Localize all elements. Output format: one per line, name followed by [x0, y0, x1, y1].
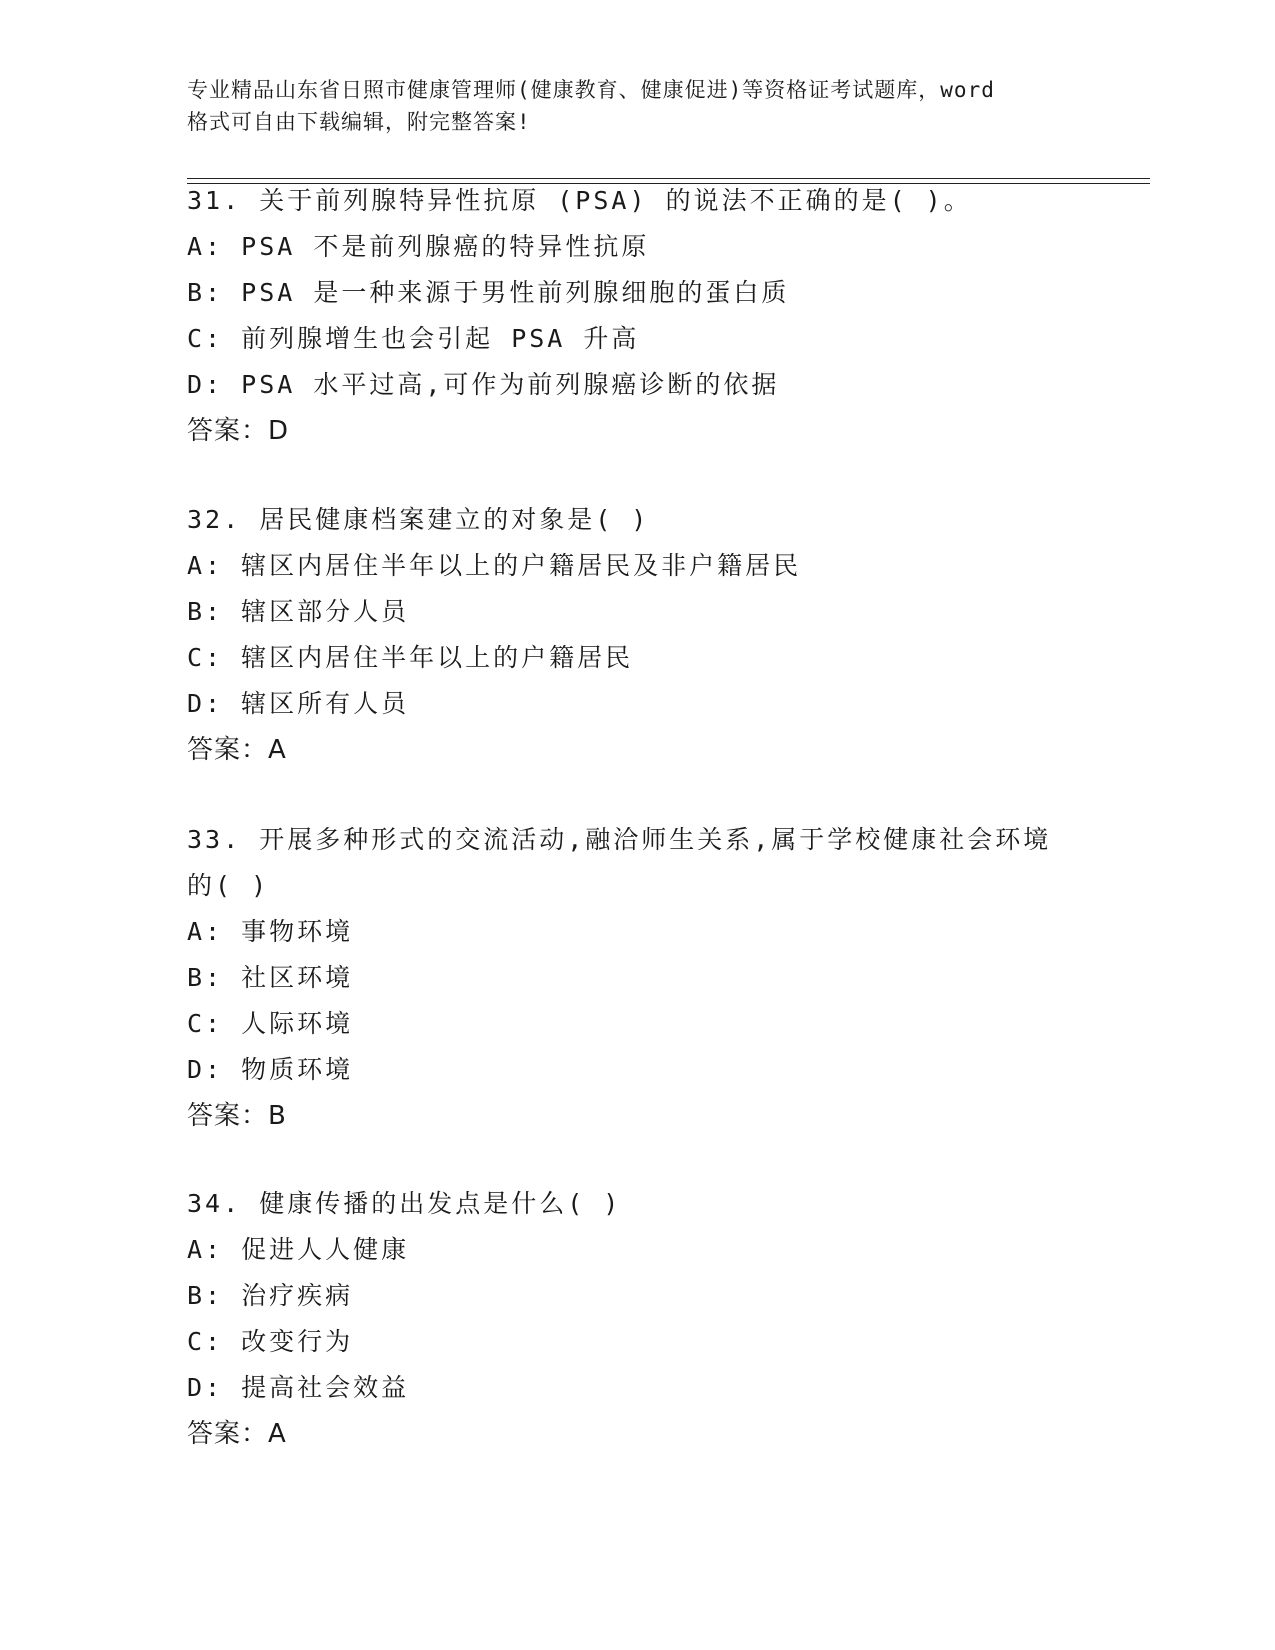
question-stem: 32. 居民健康档案建立的对象是( )	[187, 505, 650, 534]
question-stem: 33. 开展多种形式的交流活动,融洽师生关系,属于学校健康社会环境	[187, 825, 1052, 854]
option-d: D: 辖区所有人员	[187, 689, 410, 718]
question-34	[187, 1181, 1087, 1457]
option-b: B: 辖区部分人员	[187, 597, 410, 626]
option-b: B: 社区环境	[187, 963, 354, 992]
answer-label: 答案：A	[187, 735, 287, 765]
option-c: C: 人际环境	[187, 1009, 354, 1038]
question-stem-continued: 的( )	[187, 871, 270, 900]
option-d: D: 提高社会效益	[187, 1373, 410, 1402]
question-stem: 34. 健康传播的出发点是什么( )	[187, 1189, 622, 1218]
option-c: C: 辖区内居住半年以上的户籍居民	[187, 643, 634, 672]
question-33	[187, 817, 1087, 1139]
option-c: C: 前列腺增生也会引起 PSA 升高	[187, 324, 640, 353]
option-b: B: PSA 是一种来源于男性前列腺细胞的蛋白质	[187, 278, 790, 307]
answer-label: 答案：B	[187, 1101, 287, 1131]
question-stem: 31. 关于前列腺特异性抗原 (PSA) 的说法不正确的是( )。	[187, 186, 972, 215]
option-a: A: PSA 不是前列腺癌的特异性抗原	[187, 232, 650, 261]
question-32	[187, 497, 1087, 773]
option-c: C: 改变行为	[187, 1327, 354, 1356]
option-b: B: 治疗疾病	[187, 1281, 354, 1310]
option-a: A: 事物环境	[187, 917, 354, 946]
option-d: D: PSA 水平过高,可作为前列腺癌诊断的依据	[187, 370, 780, 399]
option-d: D: 物质环境	[187, 1055, 354, 1084]
answer-label: 答案：A	[187, 1419, 287, 1449]
header-line-2: 格式可自由下载编辑，附完整答案!	[187, 110, 531, 134]
question-31	[187, 178, 1087, 454]
option-a: A: 辖区内居住半年以上的户籍居民及非户籍居民	[187, 551, 802, 580]
answer-label: 答案：D	[187, 416, 290, 446]
header-line-1: 专业精品山东省日照市健康管理师(健康教育、健康促进)等资格证考试题库，word	[187, 78, 995, 102]
document-header	[187, 74, 1087, 138]
option-a: A: 促进人人健康	[187, 1235, 410, 1264]
